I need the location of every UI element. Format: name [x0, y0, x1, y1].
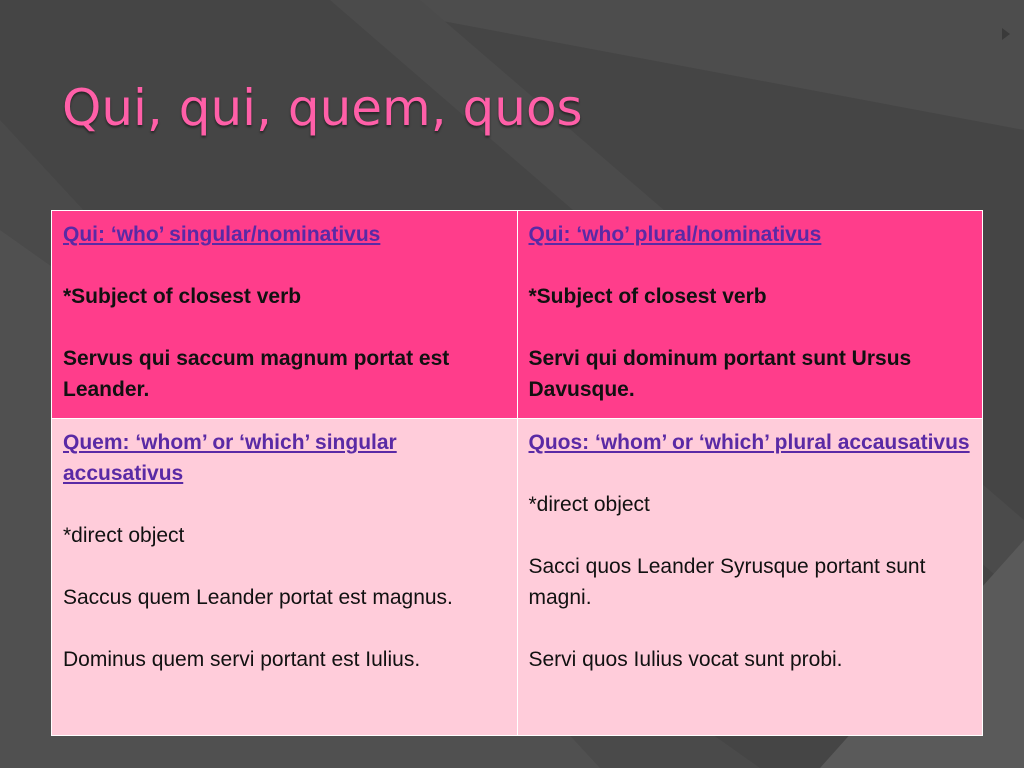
- cell-heading-link[interactable]: Qui: ‘who’ singular/nominativus: [63, 223, 381, 246]
- spacer: [529, 312, 973, 343]
- spacer: [63, 551, 507, 582]
- cell-example-2: Servi quos Iulius vocat sunt probi.: [528, 648, 843, 671]
- cell-heading-link[interactable]: Qui: ‘who’ plural/nominativus: [528, 223, 822, 246]
- cell-rule: *direct object: [63, 524, 185, 547]
- cell-rule: *Subject of closest verb: [63, 285, 302, 308]
- table-row: [52, 211, 983, 419]
- table-cell-quem-singular: [52, 419, 518, 736]
- cell-heading-link[interactable]: Quem: ‘whom’ or ‘which’ singular accusativus: [63, 431, 397, 485]
- table-cell-qui-plural: [517, 211, 983, 419]
- table-cell-qui-singular: [52, 211, 518, 419]
- slide-title: Qui, qui, quem, quos: [62, 79, 583, 137]
- spacer: [63, 489, 507, 520]
- spacer: [63, 613, 507, 644]
- cell-example: Servi qui dominum portant sunt Ursus Davusque.: [528, 347, 912, 401]
- spacer: [529, 613, 973, 644]
- spacer: [529, 458, 973, 489]
- table-row: [52, 419, 983, 736]
- spacer: [529, 250, 973, 281]
- cell-heading-link[interactable]: Quos: ‘whom’ or ‘which’ plural accausativus: [528, 431, 970, 454]
- table-cell-quos-plural: [517, 419, 983, 736]
- spacer: [63, 312, 507, 343]
- spacer: [63, 250, 507, 281]
- next-slide-arrow-icon[interactable]: [1002, 28, 1010, 40]
- cell-example-2: Dominus quem servi portant est Iulius.: [63, 648, 421, 671]
- cell-rule: *direct object: [528, 493, 650, 516]
- cell-rule: *Subject of closest verb: [528, 285, 767, 308]
- cell-example: Servus qui saccum magnum portat est Leander.: [63, 347, 450, 401]
- spacer: [529, 520, 973, 551]
- cell-example: Sacci quos Leander Syrusque portant sunt magni.: [528, 555, 926, 609]
- grammar-table: [51, 210, 983, 736]
- cell-example: Saccus quem Leander portat est magnus.: [63, 586, 453, 609]
